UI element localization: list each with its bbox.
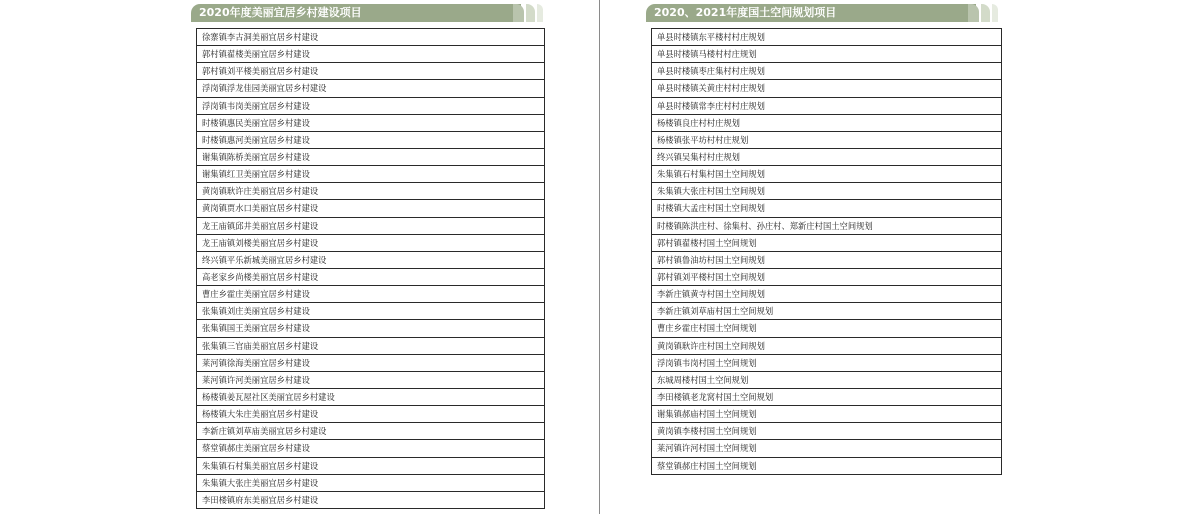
project-name-cell: 蔡堂镇郝庄村国土空间规划	[652, 457, 1002, 474]
project-name-cell: 莱河镇许河村国土空间规划	[652, 440, 1002, 457]
project-name-cell: 终兴镇吴集村村庄规划	[652, 148, 1002, 165]
table-row	[197, 251, 545, 268]
project-name-cell: 朱集镇石村集村国土空间规划	[652, 166, 1002, 183]
project-name-cell: 徐寨镇李古洞美丽宜居乡村建设	[197, 29, 545, 46]
project-name-cell: 时楼镇惠民美丽宜居乡村建设	[197, 114, 545, 131]
project-name-cell: 李新庄镇黄寺村国土空间规划	[652, 286, 1002, 303]
table-row	[197, 406, 545, 423]
project-name-cell: 郭村镇鲁油坊村国土空间规划	[652, 251, 1002, 268]
project-name-cell: 张集镇三官庙美丽宜居乡村建设	[197, 337, 545, 354]
project-name-cell: 黄岗镇耿许庄村国土空间规划	[652, 337, 1002, 354]
page-divider	[599, 0, 600, 514]
table-row	[197, 217, 545, 234]
project-name-cell: 张集镇刘庄美丽宜居乡村建设	[197, 303, 545, 320]
table-row	[652, 183, 1002, 200]
left-panel	[191, 4, 541, 509]
table-row	[197, 200, 545, 217]
project-name-cell: 李新庄镇刘草庙美丽宜居乡村建设	[197, 423, 545, 440]
table-row	[197, 303, 545, 320]
table-row	[197, 29, 545, 46]
project-name-cell: 单县时楼镇东平楼村村庄规划	[652, 29, 1002, 46]
table-row	[652, 320, 1002, 337]
project-name-cell: 单县时楼镇常李庄村村庄规划	[652, 97, 1002, 114]
table-row	[197, 268, 545, 285]
project-name-cell: 谢集镇红卫美丽宜居乡村建设	[197, 166, 545, 183]
project-name-cell: 时楼镇大孟庄村国土空间规划	[652, 200, 1002, 217]
left-panel-title: 2020年度美丽宜居乡村建设项目	[199, 6, 362, 19]
right-panel-header	[646, 4, 998, 22]
left-project-table	[196, 28, 545, 509]
project-name-cell: 蔡堂镇郝庄美丽宜居乡村建设	[197, 440, 545, 457]
table-row	[197, 131, 545, 148]
table-row	[652, 440, 1002, 457]
table-row	[652, 457, 1002, 474]
table-row	[197, 148, 545, 165]
table-row	[197, 440, 545, 457]
table-row	[652, 63, 1002, 80]
project-name-cell: 郭村镇翟楼美丽宜居乡村建设	[197, 46, 545, 63]
project-name-cell: 黄岗镇贾水口美丽宜居乡村建设	[197, 200, 545, 217]
table-row	[197, 46, 545, 63]
table-row	[197, 457, 545, 474]
table-row	[197, 388, 545, 405]
table-row	[652, 97, 1002, 114]
header-stripe	[968, 4, 979, 22]
table-row	[652, 371, 1002, 388]
project-name-cell: 曹庄乡霍庄村国土空间规划	[652, 320, 1002, 337]
table-row	[652, 29, 1002, 46]
project-name-cell: 杨楼镇大朱庄美丽宜居乡村建设	[197, 406, 545, 423]
project-name-cell: 李新庄镇刘草庙村国土空间规划	[652, 303, 1002, 320]
header-stripe	[981, 4, 990, 22]
project-name-cell: 黄岗镇李楼村国土空间规划	[652, 423, 1002, 440]
table-row	[652, 234, 1002, 251]
left-panel-header	[191, 4, 543, 22]
table-row	[652, 354, 1002, 371]
header-stripe	[526, 4, 535, 22]
project-name-cell: 终兴镇平乐新城美丽宜居乡村建设	[197, 251, 545, 268]
table-row	[197, 354, 545, 371]
table-row	[197, 97, 545, 114]
table-row	[197, 371, 545, 388]
table-row	[652, 337, 1002, 354]
project-name-cell: 李田楼镇老龙窝村国土空间规划	[652, 388, 1002, 405]
project-name-cell: 朱集镇石村集美丽宜居乡村建设	[197, 457, 545, 474]
project-name-cell: 郭村镇刘平楼美丽宜居乡村建设	[197, 63, 545, 80]
project-name-cell: 单县时楼镇枣庄集村村庄规划	[652, 63, 1002, 80]
table-row	[652, 217, 1002, 234]
project-name-cell: 杨楼镇张平坊村村庄规划	[652, 131, 1002, 148]
table-row	[652, 166, 1002, 183]
table-row	[197, 320, 545, 337]
project-name-cell: 龙王庙镇刘楼美丽宜居乡村建设	[197, 234, 545, 251]
project-name-cell: 浮岗镇韦岗村国土空间规划	[652, 354, 1002, 371]
project-name-cell: 杨楼镇良庄村村庄规划	[652, 114, 1002, 131]
project-name-cell: 谢集镇郝庙村国土空间规划	[652, 406, 1002, 423]
project-name-cell: 时楼镇惠河美丽宜居乡村建设	[197, 131, 545, 148]
header-stripe	[513, 4, 524, 22]
project-name-cell: 浮岗镇韦岗美丽宜居乡村建设	[197, 97, 545, 114]
header-stripe	[992, 4, 998, 22]
table-row	[652, 114, 1002, 131]
project-name-cell: 黄岗镇耿许庄美丽宜居乡村建设	[197, 183, 545, 200]
right-panel	[646, 4, 996, 475]
table-row	[197, 183, 545, 200]
project-name-cell: 时楼镇陈洪庄村、徐集村、孙庄村、郑新庄村国土空间规划	[652, 217, 1002, 234]
table-row	[652, 131, 1002, 148]
project-name-cell: 莱河镇许河美丽宜居乡村建设	[197, 371, 545, 388]
project-name-cell: 郭村镇刘平楼村国土空间规划	[652, 268, 1002, 285]
project-name-cell: 高老家乡尚楼美丽宜居乡村建设	[197, 268, 545, 285]
project-name-cell: 郭村镇翟楼村国土空间规划	[652, 234, 1002, 251]
table-row	[197, 234, 545, 251]
project-name-cell: 浮岗镇浮龙佳园美丽宜居乡村建设	[197, 80, 545, 97]
table-row	[652, 200, 1002, 217]
table-row	[197, 114, 545, 131]
table-row	[652, 303, 1002, 320]
project-name-cell: 莱河镇徐海美丽宜居乡村建设	[197, 354, 545, 371]
project-name-cell: 杨楼镇姜瓦屋社区美丽宜居乡村建设	[197, 388, 545, 405]
project-name-cell: 李田楼镇府东美丽宜居乡村建设	[197, 491, 545, 508]
table-row	[197, 337, 545, 354]
table-row	[197, 423, 545, 440]
table-row	[652, 423, 1002, 440]
table-row	[197, 80, 545, 97]
table-row	[652, 251, 1002, 268]
project-name-cell: 东城周楼村国土空间规划	[652, 371, 1002, 388]
right-panel-title: 2020、2021年度国土空间规划项目	[654, 6, 837, 19]
table-row	[652, 388, 1002, 405]
right-project-table	[651, 28, 1002, 475]
table-row	[197, 63, 545, 80]
table-row	[652, 286, 1002, 303]
table-row	[652, 80, 1002, 97]
table-row	[197, 491, 545, 508]
table-row	[652, 268, 1002, 285]
project-name-cell: 张集镇国王美丽宜居乡村建设	[197, 320, 545, 337]
table-row	[197, 286, 545, 303]
table-row	[652, 148, 1002, 165]
table-row	[197, 166, 545, 183]
table-row	[197, 474, 545, 491]
project-name-cell: 朱集镇大张庄美丽宜居乡村建设	[197, 474, 545, 491]
project-name-cell: 龙王庙镇邱井美丽宜居乡村建设	[197, 217, 545, 234]
table-row	[652, 46, 1002, 63]
project-name-cell: 朱集镇大张庄村国土空间规划	[652, 183, 1002, 200]
header-stripe	[537, 4, 543, 22]
project-name-cell: 曹庄乡霍庄美丽宜居乡村建设	[197, 286, 545, 303]
project-name-cell: 谢集镇陈桥美丽宜居乡村建设	[197, 148, 545, 165]
project-name-cell: 单县时楼镇关黄庄村村庄规划	[652, 80, 1002, 97]
table-row	[652, 406, 1002, 423]
project-name-cell: 单县时楼镇马楼村村庄规划	[652, 46, 1002, 63]
